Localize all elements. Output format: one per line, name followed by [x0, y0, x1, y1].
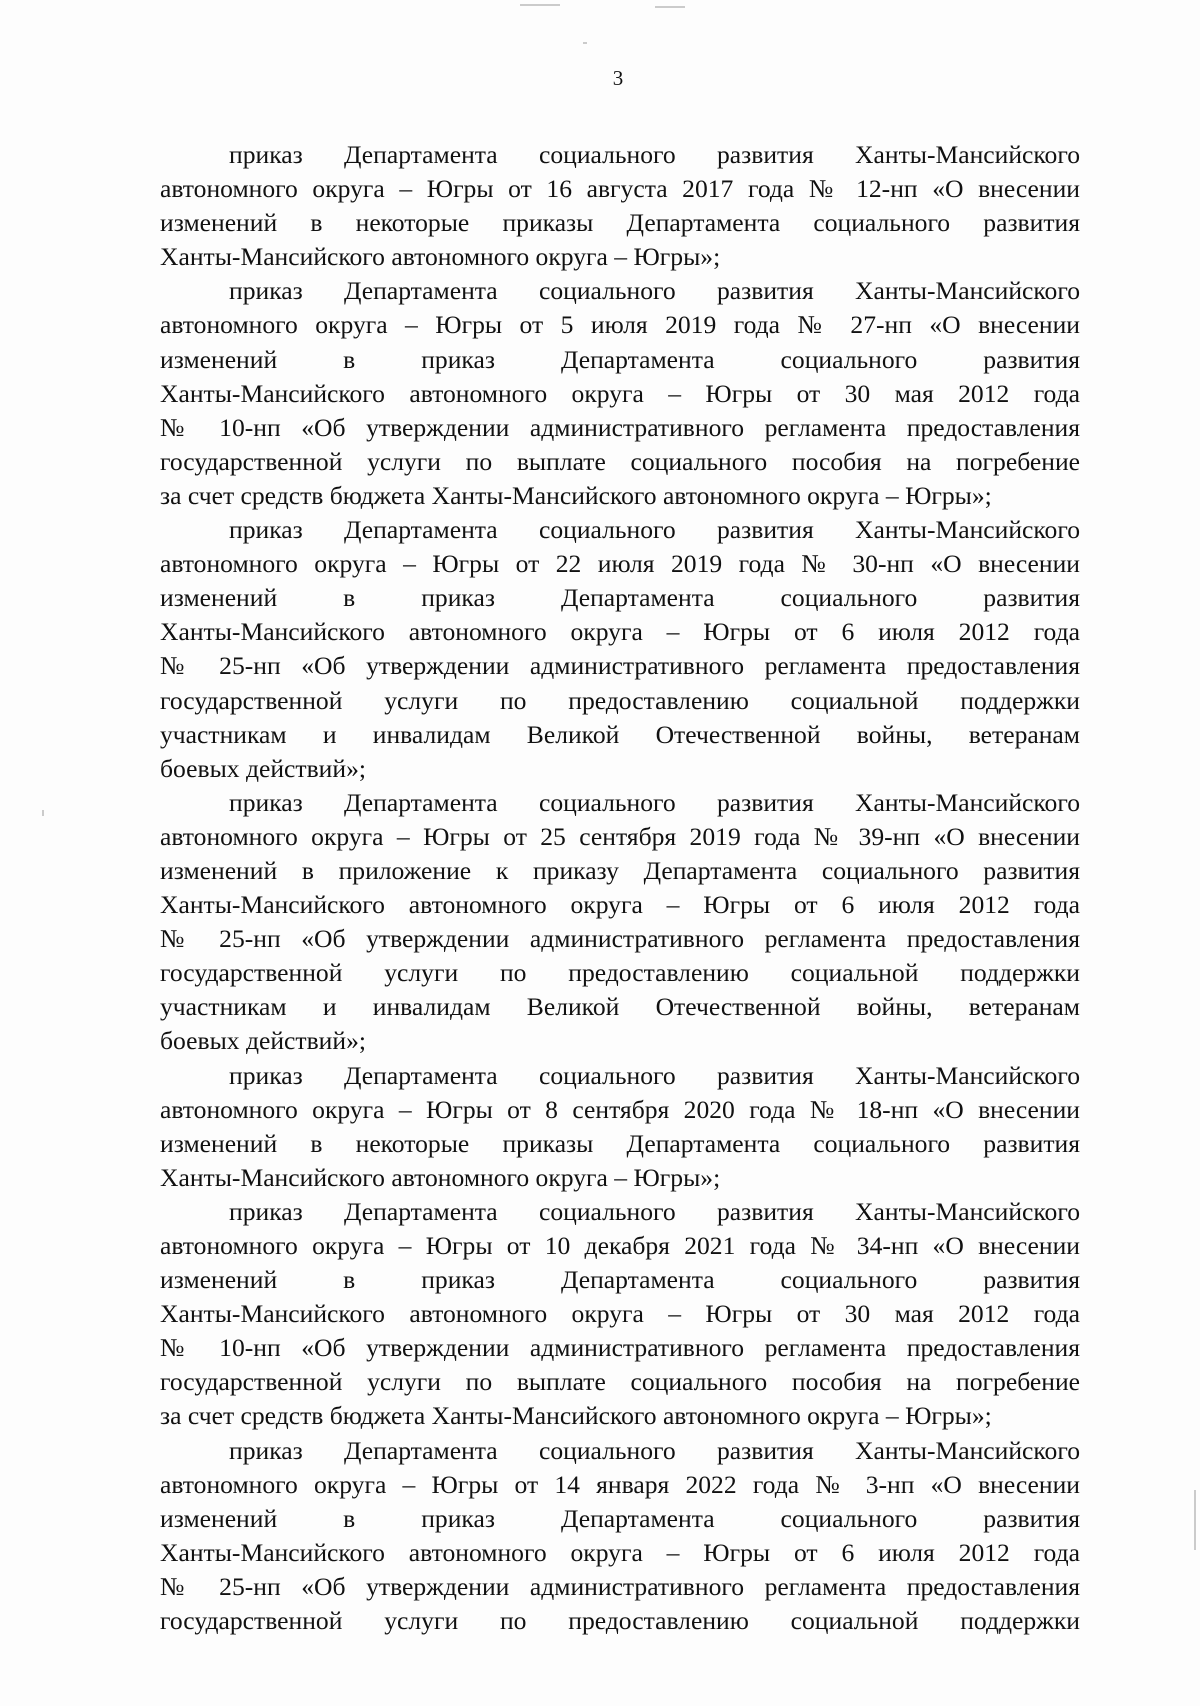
text-line: № 25-нп «Об утверждении административного регламента предоставления — [160, 924, 1080, 954]
text-line: Ханты-Мансийского автономного округа – Югры от 6 июля 2012 года — [160, 1537, 1080, 1567]
scan-speck — [42, 810, 44, 816]
text-line: Ханты-Мансийского автономного округа – Югры от 30 мая 2012 года — [160, 1299, 1080, 1329]
text-line: изменений в приказ Департамента социального развития — [160, 344, 1080, 374]
text-line: автономного округа – Югры от 14 января 2022 года № 3-нп «О внесении — [160, 1469, 1080, 1499]
text-line: приказ Департамента социального развития Ханты-Мансийского — [229, 140, 1080, 169]
text-line: государственной услуги по выплате социального пособия на погребение — [160, 446, 1080, 476]
text-line: Ханты-Мансийского автономного округа – Югры от 30 мая 2012 года — [160, 378, 1080, 408]
text-line: № 25-нп «Об утверждении административного регламента предоставления — [160, 1571, 1080, 1601]
text-line: государственной услуги по предоставлению социальной поддержки — [160, 685, 1080, 715]
text-line: государственной услуги по предоставлению социальной поддержки — [160, 1606, 1080, 1636]
scan-speck — [1194, 1490, 1196, 1550]
text-line: изменений в приказ Департамента социального развития — [160, 583, 1080, 613]
text-line: автономного округа – Югры от 22 июля 2019 года № 30-нп «О внесении — [160, 549, 1080, 579]
text-line: участникам и инвалидам Великой Отечественной войны, ветеранам — [160, 992, 1080, 1022]
text-line: изменений в некоторые приказы Департамента социального развития — [160, 208, 1080, 238]
paragraph — [160, 1195, 1080, 1434]
scan-speck — [583, 42, 587, 44]
text-line: приказ Департамента социального развития Ханты-Мансийского — [229, 1196, 1080, 1226]
scan-speck — [520, 4, 560, 6]
text-line: № 10-нп «Об утверждении административного регламента предоставления — [160, 1333, 1080, 1363]
text-line: боевых действий»; — [160, 753, 366, 783]
paragraph — [160, 138, 1080, 274]
paragraph — [160, 274, 1080, 513]
text-line: Ханты-Мансийского автономного округа – Югры»; — [160, 242, 721, 272]
text-line: участникам и инвалидам Великой Отечественной войны, ветеранам — [160, 719, 1080, 749]
text-line: изменений в некоторые приказы Департамента социального развития — [160, 1128, 1080, 1158]
text-line: № 25-нп «Об утверждении административного регламента предоставления — [160, 651, 1080, 681]
text-line: изменений в приказ Департамента социального развития — [160, 1503, 1080, 1533]
text-line: приказ Департамента социального развития Ханты-Мансийского — [229, 276, 1080, 306]
text-line: изменений в приложение к приказу Департамента социального развития — [160, 855, 1080, 885]
text-line: боевых действий»; — [160, 1026, 366, 1056]
scan-speck — [655, 6, 685, 8]
paragraph — [160, 1059, 1080, 1195]
text-line: автономного округа – Югры от 8 сентября 2020 года № 18-нп «О внесении — [160, 1094, 1080, 1124]
text-line: государственной услуги по предоставлению социальной поддержки — [160, 958, 1080, 988]
text-line: приказ Департамента социального развития Ханты-Мансийского — [229, 1435, 1080, 1465]
page-number: 3 — [612, 66, 624, 90]
text-line: № 10-нп «Об утверждении административного регламента предоставления — [160, 412, 1080, 442]
text-line: автономного округа – Югры от 10 декабря 2021 года № 34-нп «О внесении — [160, 1231, 1080, 1260]
text-line: автономного округа – Югры от 5 июля 2019 года № 27-нп «О внесении — [160, 310, 1080, 340]
text-line: приказ Департамента социального развития Ханты-Мансийского — [229, 1060, 1080, 1090]
text-line: изменений в приказ Департамента социального развития — [160, 1265, 1080, 1295]
text-line: государственной услуги по выплате социального пособия на погребение — [160, 1367, 1080, 1397]
document-body — [160, 138, 1080, 1638]
text-line: Ханты-Мансийского автономного округа – Югры»; — [160, 1162, 721, 1192]
paragraph — [160, 786, 1080, 1059]
text-line: автономного округа – Югры от 16 августа 2017 года № 12-нп «О внесении — [160, 174, 1080, 204]
text-line: за счет средств бюджета Ханты-Мансийского автономного округа – Югры»; — [160, 480, 992, 510]
text-line: Ханты-Мансийского автономного округа – Югры от 6 июля 2012 года — [160, 617, 1080, 647]
text-line: приказ Департамента социального развития Ханты-Мансийского — [229, 787, 1080, 817]
text-line: автономного округа – Югры от 25 сентября 2019 года № 39-нп «О внесении — [160, 821, 1080, 851]
text-line: приказ Департамента социального развития Ханты-Мансийского — [229, 515, 1080, 545]
text-line: Ханты-Мансийского автономного округа – Югры от 6 июля 2012 года — [160, 890, 1080, 920]
paragraph — [160, 513, 1080, 786]
paragraph — [160, 1434, 1080, 1639]
text-line: за счет средств бюджета Ханты-Мансийского автономного округа – Югры»; — [160, 1401, 992, 1431]
